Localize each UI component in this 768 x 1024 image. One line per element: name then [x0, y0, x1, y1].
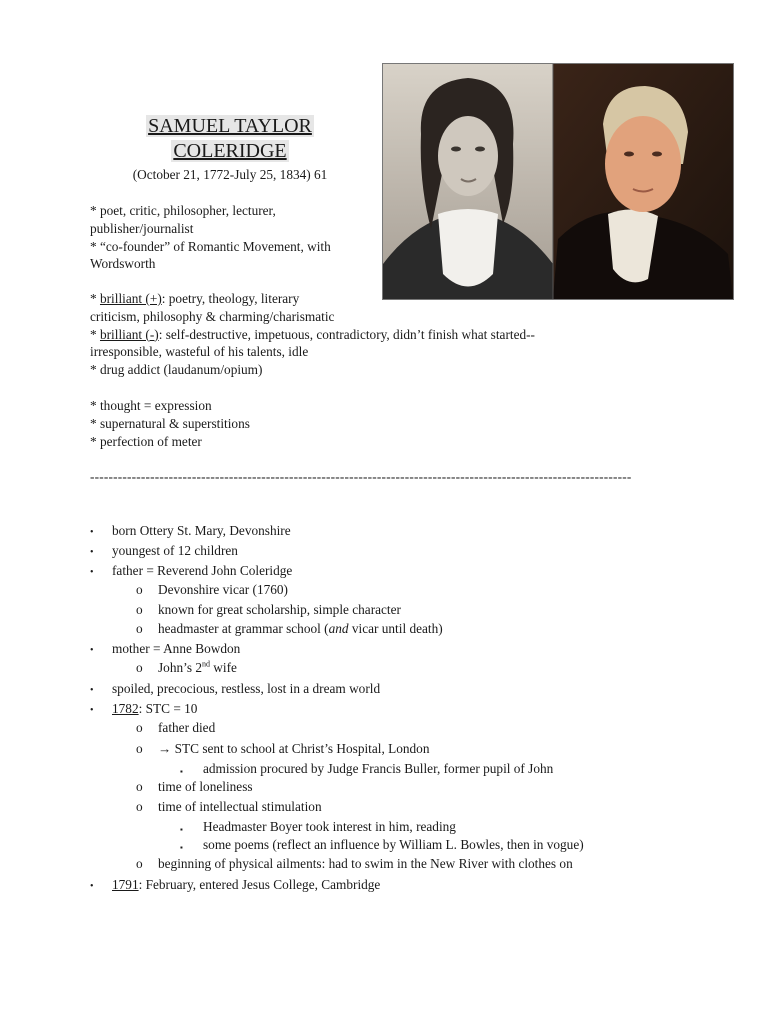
sub-bullet-icon: o [136, 582, 143, 597]
drug-line: * drug addict (laudanum/opium) [90, 362, 263, 378]
brilliant-plus-label: brilliant (+) [99, 291, 162, 306]
brilliant-section [90, 290, 690, 379]
year-1782: 1782 [112, 701, 139, 716]
bio-1782-subsub: some poems (reflect an influence by William L. Bowles, then in vogue) [203, 837, 584, 852]
intro-line: * poet, critic, philosopher, lecturer, [90, 203, 276, 218]
sub-bullet-icon: o [136, 720, 143, 735]
sub-bullet-icon: o [136, 779, 143, 794]
intro-list [90, 202, 690, 273]
intro-line: * “co-founder” of Romantic Movement, with [90, 238, 331, 254]
bullet-icon: • [90, 527, 94, 538]
bio-1782-subsub: admission procured by Judge Francis Buller, former pupil of John [203, 761, 554, 776]
bio-1782-sub: time of intellectual stimulation [158, 799, 322, 814]
bullet-icon: • [90, 645, 94, 656]
intro-line: Wordsworth [90, 256, 156, 272]
trait-line: * perfection of meter [90, 433, 202, 449]
sub-bullet-icon: o [136, 741, 143, 756]
traits-list [90, 397, 690, 450]
life-dates: (October 21, 1772-July 25, 1834) 61 [132, 167, 328, 182]
page-title [90, 114, 370, 164]
bullet-icon: • [90, 547, 94, 558]
trait-line: * thought = expression [90, 398, 212, 413]
bio-1782-sub: time of loneliness [158, 779, 253, 794]
bio-1782-sub: father died [158, 720, 216, 735]
bullet-icon: • [90, 881, 94, 892]
square-bullet-icon: ▪ [180, 825, 183, 834]
brilliant-plus-line: * brilliant (+): poetry, theology, literary [90, 291, 300, 306]
trait-line: * supernatural & superstitions [90, 415, 250, 431]
bullet-icon: • [90, 685, 94, 696]
bio-1782-sub: → STC sent to school at Christ’s Hospital, London [158, 741, 430, 756]
bio-father-sub: headmaster at grammar school (and vicar until death) [158, 621, 443, 636]
title-line-2: COLERIDGE [173, 140, 287, 162]
brilliant-minus-line2: irresponsible, wasteful of his talents, idle [90, 344, 309, 360]
brilliant-plus-line2: criticism, philosophy & charming/charismatic [90, 308, 335, 324]
sub-bullet-icon: o [136, 856, 143, 871]
left-portrait-eye-right [475, 147, 485, 152]
sub-bullet-icon: o [136, 621, 143, 636]
bullet-icon: • [90, 705, 94, 716]
year-1791: 1791 [112, 877, 139, 892]
divider-line: --------------------------------------------------------------------------------------------------------------------- [90, 469, 632, 484]
square-bullet-icon: ▪ [180, 767, 183, 776]
right-portrait-face [605, 116, 681, 212]
brilliant-minus-line: * brilliant (-): self-destructive, impetuous, contradictory, didn’t finish what started-- [90, 326, 535, 342]
bio-youngest: youngest of 12 children [112, 543, 238, 558]
bio-mother-sub: John’s 2nd wife [158, 659, 237, 675]
right-portrait-eye-right [652, 152, 662, 157]
sub-bullet-icon: o [136, 660, 143, 675]
sub-bullet-icon: o [136, 799, 143, 814]
bio-born: born Ottery St. Mary, Devonshire [112, 523, 291, 538]
bio-1782: 1782: STC = 10 [112, 701, 198, 716]
left-portrait-face [438, 116, 498, 196]
bio-1782-sub: beginning of physical ailments: had to swim in the New River with clothes on [158, 856, 573, 871]
brilliant-minus-label: brilliant (-) [99, 326, 159, 342]
bio-father-sub: Devonshire vicar (1760) [158, 582, 288, 597]
right-portrait-eye-left [624, 152, 634, 157]
bio-1791: 1791: February, entered Jesus College, Cambridge [112, 877, 381, 892]
left-portrait-eye-left [451, 147, 461, 152]
bio-father-sub: known for great scholarship, simple character [158, 602, 401, 617]
intro-line: publisher/journalist [90, 220, 194, 236]
bio-spoiled: spoiled, precocious, restless, lost in a dream world [112, 681, 381, 696]
bio-mother: mother = Anne Bowdon [112, 641, 241, 656]
bio-father: father = Reverend John Coleridge [112, 563, 293, 578]
bio-1782-subsub: Headmaster Boyer took interest in him, reading [203, 819, 456, 834]
title-line-1: SAMUEL TAYLOR [148, 115, 312, 137]
sub-bullet-icon: o [136, 602, 143, 617]
square-bullet-icon: ▪ [180, 843, 183, 852]
bullet-icon: • [90, 567, 94, 578]
